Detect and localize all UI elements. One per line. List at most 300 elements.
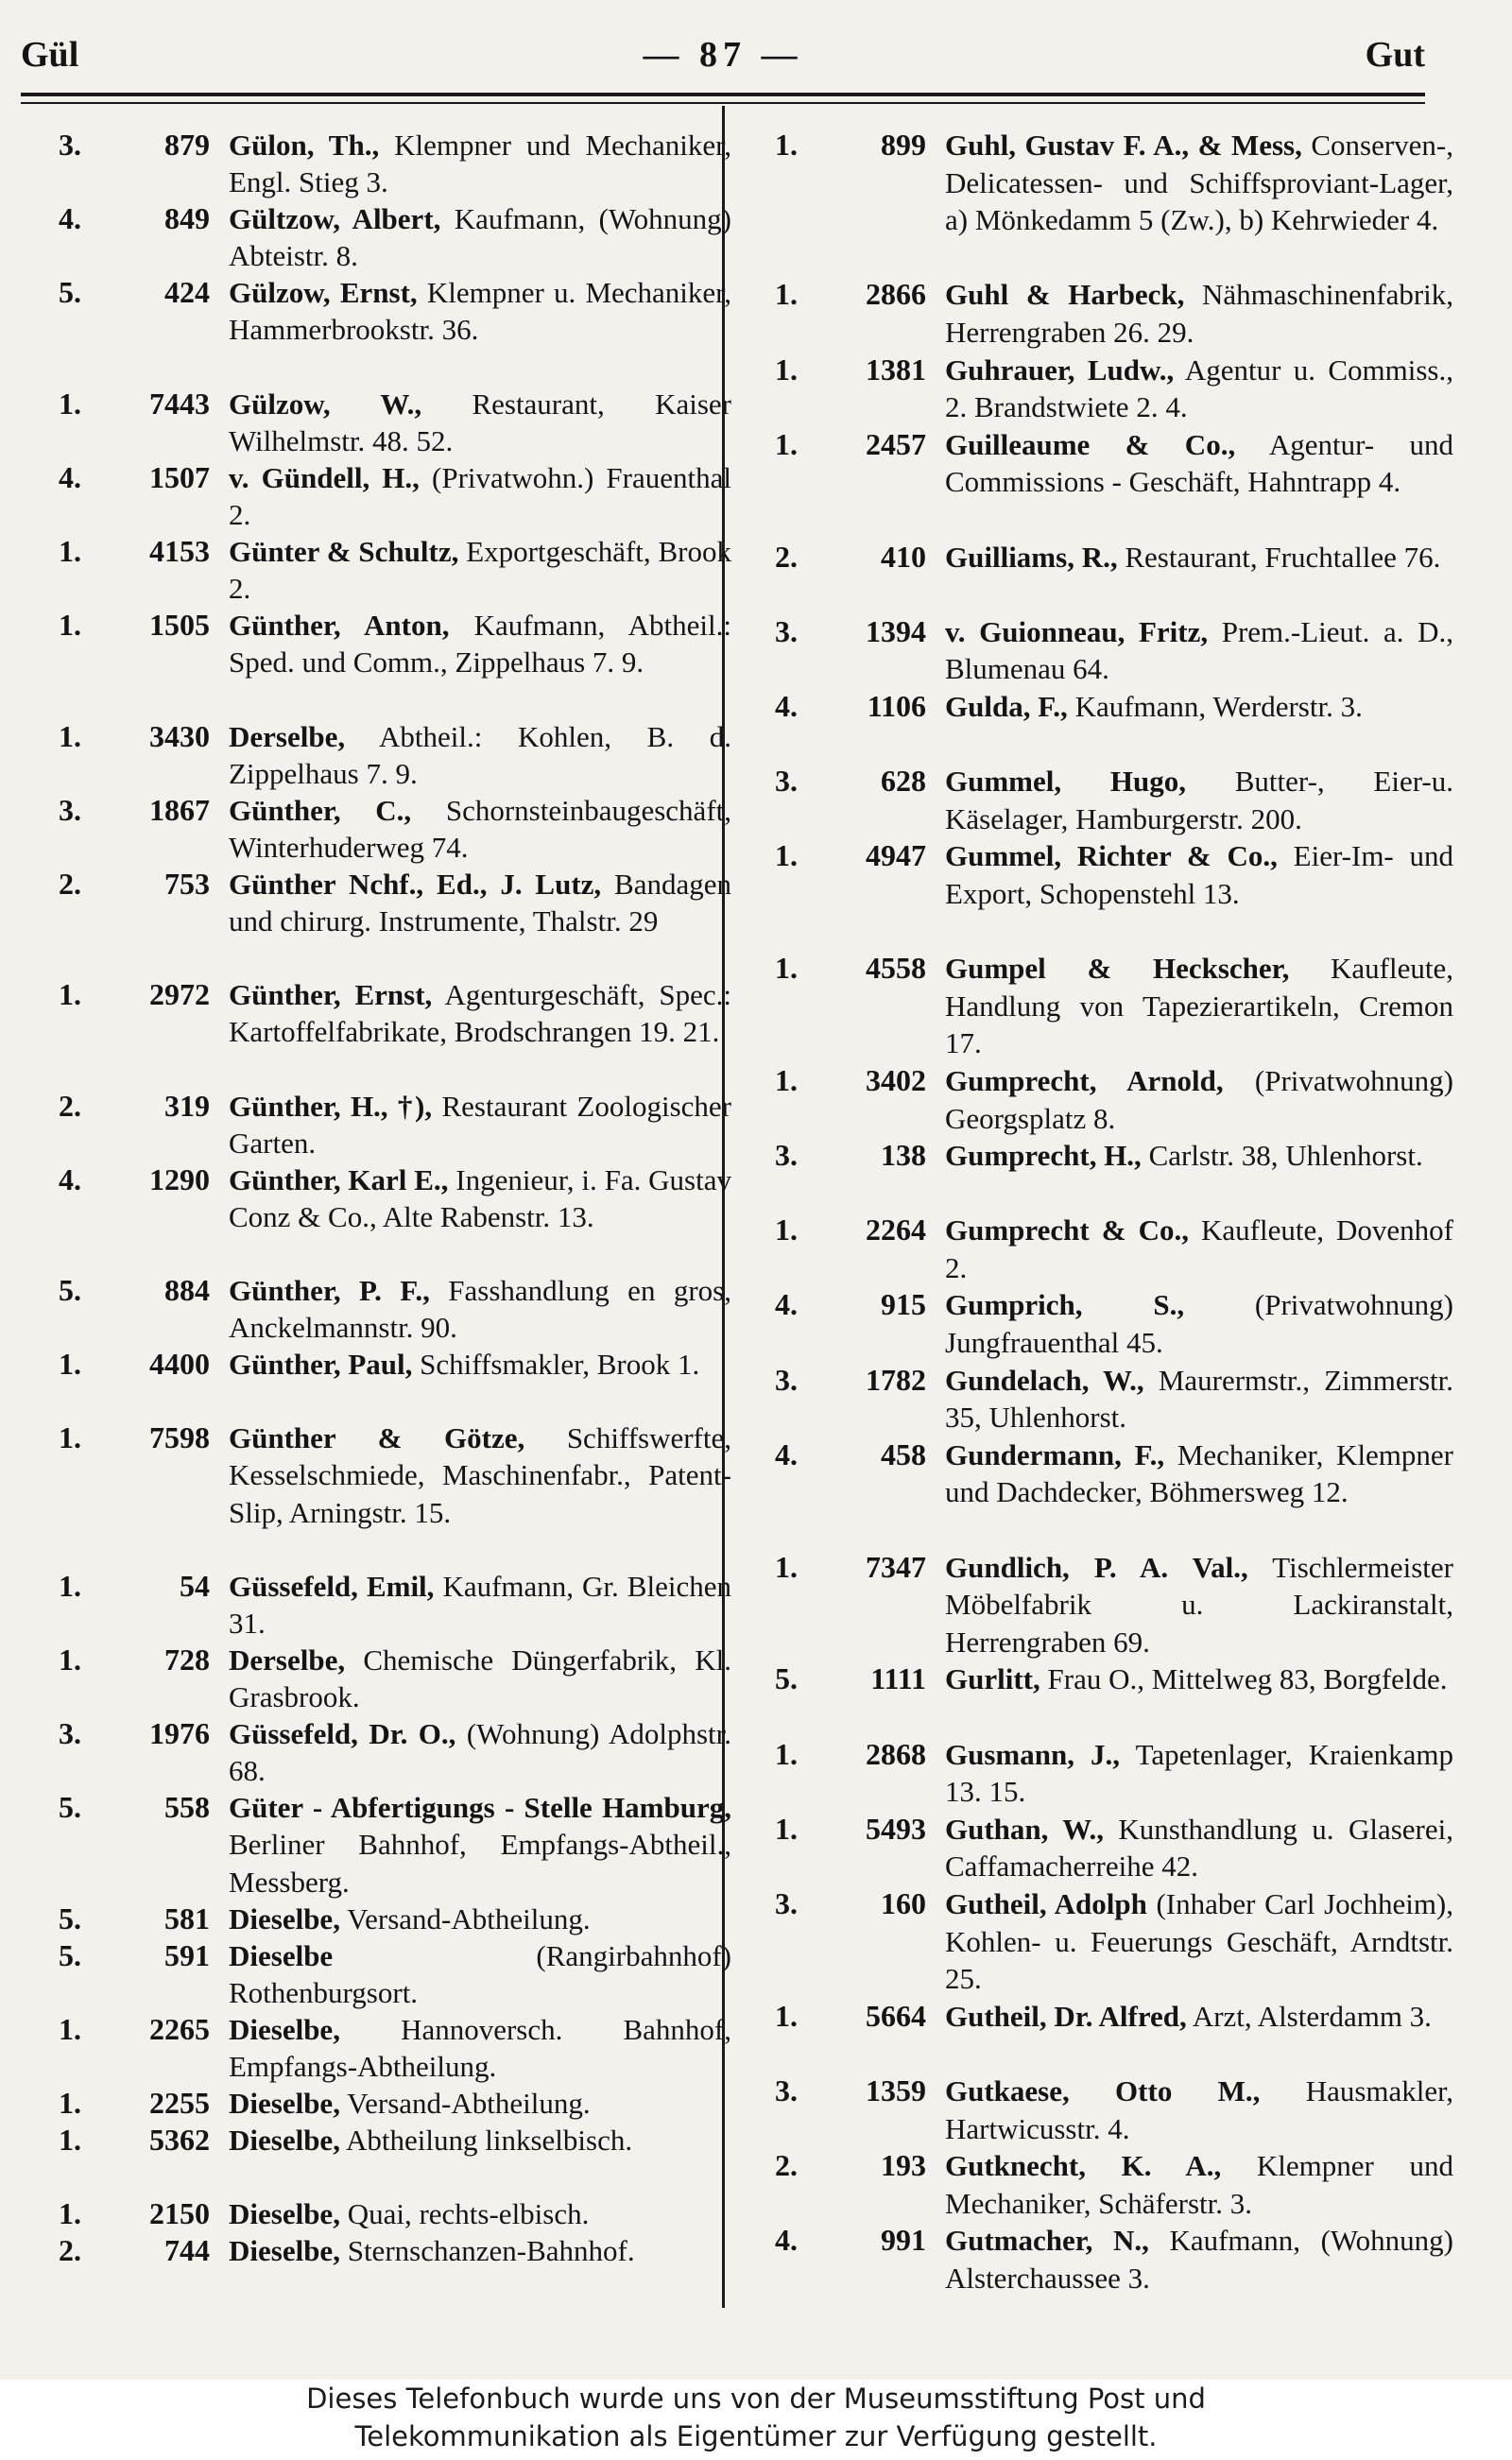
exchange-code: 2. <box>775 2148 798 2183</box>
entry-text <box>229 459 731 533</box>
phone-number <box>775 2073 945 2147</box>
exchange-code: 1. <box>59 534 81 569</box>
footer-line-2: Telekommunikation als Eigentümer zur Verfügung gestellt. <box>354 2420 1158 2452</box>
phone-number <box>775 1736 945 1811</box>
subscriber-name: Derselbe, <box>229 1643 346 1677</box>
entry-text <box>945 127 1453 276</box>
directory-entry <box>775 2222 1453 2297</box>
directory-entry <box>59 2122 731 2195</box>
phone-number <box>775 127 945 276</box>
exchange-code: 1. <box>59 977 81 1012</box>
exchange-code: 2. <box>59 2233 81 2268</box>
subscriber-details: Bandagen und chirurg. Instrumente, Thalstr. 29 <box>229 867 731 938</box>
entry-text <box>229 607 731 717</box>
entry-text <box>229 1419 731 1567</box>
subscriber-name: Guhl, Gustav F. A., & Mess, <box>945 129 1302 162</box>
line-number: 591 <box>164 1937 210 1972</box>
subscriber-name: Gültzow, Albert, <box>229 202 441 236</box>
subscriber-name: Gundlich, P. A. Val., <box>945 1550 1248 1584</box>
page-number: — 87 — <box>643 35 803 75</box>
directory-entry <box>59 200 731 274</box>
exchange-code: 1. <box>59 386 81 421</box>
subscriber-name: Gummel, Hugo, <box>945 765 1186 799</box>
subscriber-details: Abtheilung linkselbisch. <box>346 2124 633 2158</box>
entry-text <box>945 1062 1453 1137</box>
directory-entry <box>775 1362 1453 1436</box>
directory-entry <box>59 127 731 200</box>
subscriber-details: (Rangirbahnhof) Rothenburgsort. <box>229 1938 731 2009</box>
exchange-code: 5. <box>59 1790 81 1825</box>
subscriber-name: Guilleaume & Co., <box>945 427 1236 461</box>
entry-text <box>229 2232 731 2306</box>
line-number: 1381 <box>866 352 926 387</box>
line-number: 2255 <box>149 2086 210 2121</box>
subscriber-details: Schornsteinbaugeschäft, Winterhuderweg 74. <box>229 793 732 864</box>
subscriber-name: Gumprecht, H., <box>945 1139 1142 1173</box>
subscriber-details: Kaufmann, Werderstr. 3. <box>1074 689 1363 723</box>
subscriber-details: Ingenieur, i. Fa. Gustav Conz & Co., Alte Rabenstr. 13. <box>229 1162 731 1233</box>
subscriber-name: Gutheil, Adolph <box>945 1887 1147 1920</box>
subscriber-details: Fasshandlung en gros, Anckelmannstr. 90. <box>229 1273 731 1345</box>
subscriber-name: Günther, P. F., <box>229 1273 430 1307</box>
subscriber-details: Hannoversch. Bahnhof, Empfangs-Abtheilung. <box>229 2012 732 2083</box>
subscriber-name: Gumpel & Heckscher, <box>945 952 1290 986</box>
entry-text <box>229 1088 731 1161</box>
directory-entry <box>59 533 731 607</box>
phone-number <box>59 459 229 533</box>
line-number: 4153 <box>149 534 210 569</box>
phone-number <box>775 1549 945 1661</box>
line-number: 7598 <box>149 1420 210 1455</box>
directory-entry <box>59 976 731 1087</box>
subscriber-name: Gutheil, Dr. Alfred, <box>945 1999 1187 2033</box>
exchange-code: 4. <box>59 1161 81 1196</box>
directory-entry <box>59 1346 731 1419</box>
subscriber-name: Günther, Paul, <box>229 1348 413 1382</box>
left-column <box>59 127 731 2307</box>
phone-number <box>59 1088 229 1161</box>
subscriber-details: Tischlermeister Möbelfabrik u. Lackiranstalt, Herrengraben 69. <box>945 1550 1453 1659</box>
directory-entry <box>775 1062 1453 1137</box>
subscriber-name: Guhl & Harbeck, <box>945 278 1185 312</box>
directory-entry <box>775 1436 1453 1549</box>
phone-number <box>59 274 229 385</box>
subscriber-name: Guthan, W., <box>945 1812 1104 1846</box>
line-number: 1976 <box>149 1716 210 1751</box>
subscriber-details: Conserven-, Delicatessen- und Schiffsproviant-Lager, a) Mönkedamm 5 (Zw.), b) Kehrwieder 4. <box>945 129 1453 237</box>
entry-text <box>945 837 1453 950</box>
exchange-code: 2. <box>59 866 81 901</box>
phone-number <box>59 1715 229 1789</box>
exchange-code: 1. <box>775 128 798 162</box>
subscriber-name: Gülzow, Ernst, <box>229 276 418 310</box>
line-number: 4558 <box>866 951 926 986</box>
entry-text <box>229 1568 731 1642</box>
directory-entry <box>775 1811 1453 1885</box>
subscriber-details: Nähmaschinenfabrik, Herrengraben 26. 29. <box>945 278 1454 349</box>
subscriber-details: Hausmakler, Hartwicusstr. 4. <box>945 2073 1453 2145</box>
subscriber-details: (Inhaber Carl Jochheim), Kohlen- u. Feuerungs Geschäft, Arndtstr. 25. <box>945 1887 1453 1996</box>
line-number: 849 <box>164 201 210 236</box>
subscriber-details: Carlstr. 38, Uhlenhorst. <box>1148 1139 1423 1173</box>
subscriber-name: Günther, Karl E., <box>229 1162 449 1196</box>
entry-text <box>229 274 731 385</box>
exchange-code: 5. <box>59 1901 81 1935</box>
line-number: 2150 <box>149 2196 210 2231</box>
entry-text <box>229 1901 731 1937</box>
line-number: 1505 <box>149 608 210 643</box>
exchange-code: 1. <box>59 2011 81 2046</box>
directory-entry <box>775 352 1453 426</box>
subscriber-name: Dieselbe, <box>229 1901 340 1935</box>
subscriber-details: Kaufmann, Abtheil.: Sped. und Comm., Zippelhaus 7. 9. <box>229 609 732 680</box>
exchange-code: 1. <box>59 1568 81 1603</box>
exchange-code: 1. <box>775 1811 798 1846</box>
phone-number <box>59 1346 229 1419</box>
exchange-code: 1. <box>775 1062 798 1097</box>
subscriber-details: Agenturgeschäft, Spec.: Kartoffelfabrikate, Brodschrangen 19. 21. <box>229 978 731 1049</box>
phone-number <box>59 1642 229 1715</box>
subscriber-details: Tapetenlager, Kraienkamp 13. 15. <box>945 1737 1453 1809</box>
phone-number <box>775 352 945 426</box>
subscriber-name: Günther Nchf., Ed., J. Lutz, <box>229 867 602 901</box>
subscriber-details: Kaufmann, (Wohnung) Alsterchaussee 3. <box>945 2224 1454 2295</box>
subscriber-name: Gummel, Richter & Co., <box>945 839 1278 873</box>
subscriber-details: Eier-Im- und Export, Schopenstehl 13. <box>945 839 1454 910</box>
directory-entry <box>775 426 1453 539</box>
exchange-code: 1. <box>775 1549 798 1584</box>
line-number: 728 <box>164 1642 210 1677</box>
line-number: 744 <box>164 2233 210 2268</box>
subscriber-details: Versand-Abtheilung. <box>347 1901 591 1935</box>
entry-text <box>229 1272 731 1346</box>
entry-text <box>229 1937 731 2011</box>
exchange-code: 1. <box>59 718 81 753</box>
directory-entry <box>59 1715 731 1789</box>
exchange-code: 3. <box>775 2073 798 2107</box>
phone-number <box>775 539 945 613</box>
entry-text <box>945 950 1453 1062</box>
phone-number <box>775 1660 945 1735</box>
exchange-code: 3. <box>775 1362 798 1397</box>
entry-text <box>945 1549 1453 1661</box>
subscriber-name: v. Guionneau, Fritz, <box>945 614 1209 648</box>
line-number: 1359 <box>866 2073 926 2107</box>
subscriber-name: Günther & Götze, <box>229 1421 525 1455</box>
entry-text <box>229 2122 731 2195</box>
phone-number <box>775 1436 945 1549</box>
directory-entry <box>59 1161 731 1272</box>
subscriber-name: Gundelach, W., <box>945 1363 1144 1397</box>
phone-number <box>775 688 945 763</box>
entry-text <box>229 1715 731 1789</box>
exchange-code: 3. <box>59 128 81 162</box>
line-number: 7443 <box>149 386 210 421</box>
phone-number <box>775 426 945 539</box>
subscriber-name: Günter & Schultz, <box>229 535 459 569</box>
entry-text <box>945 763 1453 837</box>
exchange-code: 1. <box>775 1736 798 1771</box>
phone-number <box>59 1901 229 1937</box>
phone-number <box>775 2147 945 2222</box>
exchange-code: 1. <box>775 1213 798 1247</box>
directory-entry <box>59 1789 731 1900</box>
line-number: 1290 <box>149 1161 210 1196</box>
footer-note <box>0 2380 1512 2460</box>
line-number: 5664 <box>866 1998 926 2033</box>
entry-text <box>229 792 731 866</box>
exchange-code: 4. <box>775 2223 798 2258</box>
phone-number <box>59 866 229 976</box>
phone-number <box>59 718 229 792</box>
directory-entry <box>59 274 731 385</box>
phone-number <box>775 2222 945 2297</box>
subscriber-name: Dieselbe, <box>229 2234 340 2268</box>
subscriber-details: Restaurant, Fruchtallee 76. <box>1125 540 1441 574</box>
directory-entry <box>775 613 1453 688</box>
entry-text <box>945 1286 1453 1361</box>
phone-number <box>775 763 945 837</box>
phone-number <box>59 792 229 866</box>
entry-text <box>945 1885 1453 1998</box>
phone-number <box>59 386 229 459</box>
exchange-code: 1. <box>59 2196 81 2231</box>
directory-entry <box>775 1549 1453 1661</box>
phone-number <box>775 1811 945 1885</box>
phone-number <box>59 1937 229 2011</box>
exchange-code: 5. <box>59 275 81 310</box>
directory-entry <box>775 1137 1453 1212</box>
subscriber-name: Gülon, Th., <box>229 129 380 162</box>
subscriber-details: Chemische Düngerfabrik, Kl. Grasbrook. <box>229 1643 732 1714</box>
line-number: 899 <box>881 128 926 162</box>
entry-text <box>229 718 731 792</box>
entry-text <box>229 2085 731 2122</box>
subscriber-name: Dieselbe, <box>229 2124 340 2158</box>
page-header <box>21 28 1425 85</box>
line-number: 991 <box>881 2223 926 2258</box>
line-number: 628 <box>881 764 926 799</box>
line-number: 2265 <box>149 2011 210 2046</box>
exchange-code: 3. <box>59 792 81 827</box>
exchange-code: 4. <box>59 459 81 494</box>
directory-entry <box>59 718 731 792</box>
subscriber-details: Quai, rechts-elbisch. <box>347 2197 590 2231</box>
subscriber-name: Gusmann, J., <box>945 1737 1121 1771</box>
line-number: 1507 <box>149 459 210 494</box>
subscriber-details: Agentur- und Commissions - Geschäft, Hahntrapp 4. <box>945 427 1453 499</box>
subscriber-details: Frau O., Mittelweg 83, Borgfelde. <box>1047 1662 1448 1696</box>
directory-entry <box>775 1736 1453 1811</box>
subscriber-name: Dieselbe <box>229 1938 334 1972</box>
line-number: 2868 <box>866 1736 926 1771</box>
exchange-code: 1. <box>59 2123 81 2158</box>
entry-text <box>945 613 1453 688</box>
exchange-code: 1. <box>775 1998 798 2033</box>
phone-number <box>59 607 229 717</box>
entry-text <box>229 1642 731 1715</box>
subscriber-details: Mechaniker, Klempner und Dachdecker, Böhmersweg 12. <box>945 1437 1454 1509</box>
line-number: 581 <box>164 1901 210 1935</box>
subscriber-details: Exportgeschäft, Brook 2. <box>229 535 731 606</box>
subscriber-details: Agentur u. Commiss., 2. Brandstwiete 2. 4. <box>945 353 1453 424</box>
subscriber-details: (Wohnung) Adolphstr. 68. <box>229 1717 732 1788</box>
exchange-code: 1. <box>775 838 798 873</box>
line-number: 4400 <box>149 1347 210 1382</box>
subscriber-name: v. Gündell, H., <box>229 460 420 494</box>
entry-text <box>945 1362 1453 1436</box>
line-number: 1782 <box>866 1362 926 1397</box>
subscriber-details: Restaurant, Kaiser Wilhelmstr. 48. 52. <box>229 387 731 457</box>
directory-entry <box>59 1642 731 1715</box>
entry-text <box>945 1736 1453 1811</box>
subscriber-name: Gutknecht, K. A., <box>945 2149 1222 2183</box>
exchange-code: 1. <box>59 1642 81 1677</box>
exchange-code: 3. <box>775 1886 798 1920</box>
exchange-code: 1. <box>775 426 798 461</box>
entry-text <box>229 386 731 459</box>
exchange-code: 4. <box>775 1436 798 1471</box>
subscriber-details: Kaufleute, Dovenhof 2. <box>945 1213 1453 1284</box>
entry-text <box>945 2073 1453 2147</box>
phone-number <box>775 1137 945 1212</box>
directory-entry <box>775 1286 1453 1361</box>
subscriber-name: Günther, Anton, <box>229 609 450 643</box>
subscriber-details: (Privatwohnung) Jungfrauenthal 45. <box>945 1288 1453 1360</box>
header-rule-thick <box>21 93 1425 96</box>
exchange-code: 1. <box>775 352 798 387</box>
entry-text <box>945 1212 1453 1286</box>
directory-entry <box>775 1998 1453 2073</box>
line-number: 879 <box>164 128 210 162</box>
directory-entry <box>59 1088 731 1161</box>
line-number: 5493 <box>866 1811 926 1846</box>
entry-text <box>945 352 1453 426</box>
entry-text <box>945 276 1453 351</box>
subscriber-details: (Privatwohnung) Georgsplatz 8. <box>945 1063 1454 1135</box>
directory-entry <box>775 763 1453 837</box>
directory-entry <box>775 1660 1453 1735</box>
line-number: 884 <box>164 1272 210 1307</box>
phone-number <box>775 1062 945 1137</box>
subscriber-name: Gumprecht, Arnold, <box>945 1063 1224 1097</box>
subscriber-name: Gumprich, S., <box>945 1288 1185 1322</box>
entry-text <box>945 1811 1453 1885</box>
exchange-code: 5. <box>59 1937 81 1972</box>
subscriber-details: Klempner und Mechaniker, Engl. Stieg 3. <box>229 129 731 199</box>
exchange-code: 4. <box>775 688 798 723</box>
line-number: 2972 <box>149 977 210 1012</box>
subscriber-details: Klempner u. Mechaniker, Hammerbrookstr. 36. <box>229 276 732 347</box>
entry-text <box>229 976 731 1087</box>
exchange-code: 1. <box>775 951 798 986</box>
subscriber-details: Versand-Abtheilung. <box>347 2087 591 2121</box>
subscriber-details: Butter-, Eier-u. Käselager, Hamburgerstr. 200. <box>945 765 1454 835</box>
entry-text <box>945 1998 1453 2073</box>
subscriber-details: Kaufleute, Handlung von Tapezierartikeln, Cremon 17. <box>945 952 1453 1060</box>
subscriber-details: (Privatwohn.) Frauenthal 2. <box>229 460 731 531</box>
subscriber-name: Günther, H., †), <box>229 1089 433 1123</box>
exchange-code: 1. <box>775 277 798 312</box>
subscriber-name: Gurlitt, <box>945 1662 1040 1696</box>
line-number: 3430 <box>149 718 210 753</box>
line-number: 160 <box>881 1886 926 1920</box>
phone-number <box>59 1789 229 1900</box>
line-number: 4947 <box>866 838 926 873</box>
subscriber-details: Sternschanzen-Bahnhof. <box>347 2234 635 2268</box>
subscriber-name: Günther, Ernst, <box>229 978 433 1012</box>
subscriber-details: Kunsthandlung u. Glaserei, Caffamacherreihe 42. <box>945 1812 1454 1884</box>
directory-entry <box>59 2195 731 2232</box>
subscriber-name: Günther, C., <box>229 793 412 827</box>
phone-number <box>775 1212 945 1286</box>
exchange-code: 3. <box>59 1716 81 1751</box>
line-number: 753 <box>164 866 210 901</box>
phone-number <box>775 1286 945 1361</box>
directory-entry <box>775 837 1453 950</box>
line-number: 1867 <box>149 792 210 827</box>
entry-text <box>945 2222 1453 2297</box>
entry-text <box>229 1789 731 1900</box>
entry-text <box>229 1346 731 1419</box>
directory-entry <box>59 386 731 459</box>
right-column <box>775 127 1453 2297</box>
directory-entry <box>59 1419 731 1567</box>
line-number: 1106 <box>867 688 926 723</box>
line-number: 558 <box>164 1790 210 1825</box>
directory-entry <box>775 2147 1453 2222</box>
subscriber-details: Schiffsmakler, Brook 1. <box>420 1348 700 1382</box>
directory-entry <box>775 1212 1453 1286</box>
exchange-code: 4. <box>775 1287 798 1322</box>
line-number: 319 <box>164 1088 210 1123</box>
phone-number <box>59 1161 229 1272</box>
subscriber-name: Güssefeld, Dr. O., <box>229 1717 456 1751</box>
entry-text <box>945 426 1453 539</box>
phone-number <box>59 1419 229 1567</box>
phone-number <box>59 2011 229 2085</box>
phone-number <box>775 1362 945 1436</box>
phone-number <box>59 533 229 607</box>
phone-number <box>59 2195 229 2232</box>
exchange-code: 1. <box>59 1347 81 1382</box>
subscriber-details: Maurermstr., Zimmerstr. 35, Uhlenhorst. <box>945 1363 1453 1435</box>
line-number: 5362 <box>149 2123 210 2158</box>
phone-number <box>775 276 945 351</box>
phone-number <box>775 613 945 688</box>
phone-number <box>59 2085 229 2122</box>
header-right-keyword: Gut <box>1365 35 1425 75</box>
entry-text <box>945 688 1453 763</box>
phone-number <box>59 976 229 1087</box>
subscriber-details: Arzt, Alsterdamm 3. <box>1192 1999 1432 2033</box>
subscriber-name: Gutkaese, Otto M., <box>945 2073 1261 2107</box>
entry-text <box>229 2011 731 2085</box>
entry-text <box>229 200 731 274</box>
directory-entry <box>775 1885 1453 1998</box>
exchange-code: 3. <box>775 764 798 799</box>
line-number: 54 <box>180 1568 210 1603</box>
directory-entry <box>59 2232 731 2306</box>
entry-text <box>945 1436 1453 1549</box>
line-number: 138 <box>881 1138 926 1173</box>
directory-entry <box>59 1901 731 1937</box>
subscriber-name: Dieselbe, <box>229 2012 340 2046</box>
subscriber-name: Dieselbe, <box>229 2087 340 2121</box>
entry-text <box>229 127 731 200</box>
subscriber-name: Gutmacher, N., <box>945 2224 1149 2258</box>
entry-text <box>229 533 731 607</box>
